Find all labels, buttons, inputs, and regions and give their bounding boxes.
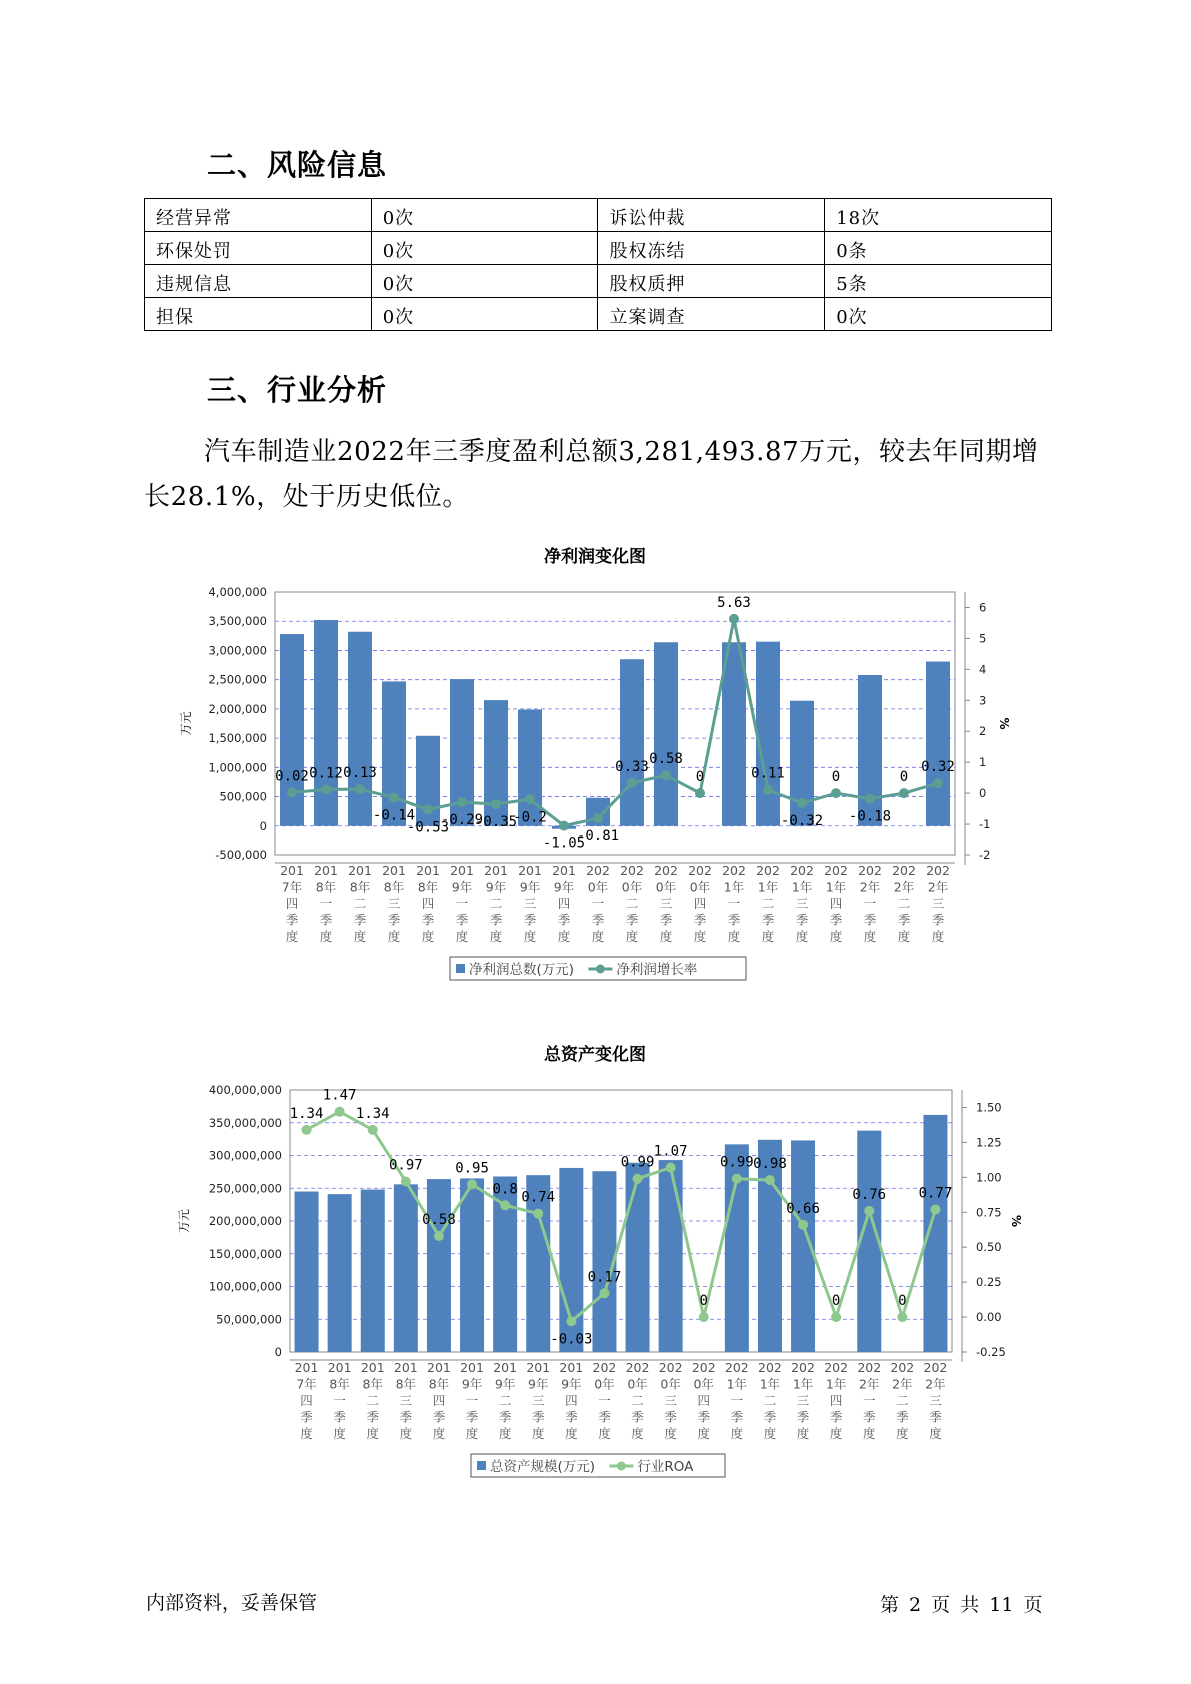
line-point bbox=[302, 1125, 312, 1135]
bar bbox=[654, 642, 678, 826]
table-row bbox=[145, 265, 1052, 298]
right-tick-label: 1.25 bbox=[976, 1135, 1002, 1150]
x-tick-label: 201 9年二季度 bbox=[484, 863, 508, 944]
left-tick-label: 4,000,000 bbox=[208, 585, 267, 599]
data-label: 0 bbox=[899, 769, 909, 786]
x-tick-label: 202 0年四季度 bbox=[688, 863, 712, 944]
line-point bbox=[559, 821, 569, 831]
data-label: -0.14 bbox=[372, 807, 416, 824]
legend-line-marker bbox=[596, 965, 605, 974]
legend-line-marker bbox=[617, 1462, 626, 1471]
line-point bbox=[500, 1200, 510, 1210]
y-axis-left-label: 万元 bbox=[177, 1208, 191, 1234]
chart-title: 总资产变化图 bbox=[544, 1045, 646, 1065]
x-tick-label: 201 9年四季度 bbox=[552, 863, 576, 944]
data-label: -0.03 bbox=[550, 1331, 593, 1348]
left-tick-label: 1,000,000 bbox=[208, 760, 267, 775]
bar bbox=[460, 1178, 484, 1352]
line-point bbox=[423, 805, 433, 815]
table-cell: 股权冻结 bbox=[598, 232, 825, 265]
right-tick-label: 0.00 bbox=[976, 1310, 1002, 1325]
x-tick-label: 201 8年四季度 bbox=[427, 1360, 451, 1441]
line-point bbox=[763, 785, 773, 795]
right-tick-label: 5 bbox=[979, 631, 987, 646]
legend-bar-swatch bbox=[477, 1461, 486, 1470]
bar bbox=[348, 632, 372, 826]
x-tick-label: 202 2年一季度 bbox=[858, 863, 882, 944]
table-cell: 18次 bbox=[825, 199, 1052, 232]
data-label: -0.53 bbox=[406, 819, 450, 836]
line-point bbox=[566, 1316, 576, 1326]
table-cell: 0次 bbox=[371, 199, 598, 232]
x-tick-label: 201 9年一季度 bbox=[450, 863, 474, 944]
chart-title: 净利润变化图 bbox=[544, 547, 646, 567]
table-cell: 股权质押 bbox=[598, 265, 825, 298]
y-axis-left-label: 万元 bbox=[179, 711, 193, 736]
table-cell: 5条 bbox=[825, 265, 1052, 298]
data-label: 1.47 bbox=[322, 1087, 357, 1104]
x-tick-label: 202 2年二季度 bbox=[892, 863, 916, 944]
left-tick-label: 200,000,000 bbox=[208, 1214, 282, 1228]
x-tick-label: 201 9年三季度 bbox=[526, 1360, 551, 1441]
data-label: 0.8 bbox=[492, 1181, 518, 1198]
data-label: 0.66 bbox=[786, 1200, 820, 1217]
line-point bbox=[797, 798, 807, 808]
table-cell: 诉讼仲裁 bbox=[598, 199, 825, 232]
line-point bbox=[933, 778, 943, 788]
right-tick-label: 2 bbox=[979, 724, 987, 739]
x-tick-label: 201 9年二季度 bbox=[493, 1360, 518, 1441]
data-label: -0.81 bbox=[576, 828, 620, 845]
x-tick-label: 202 0年一季度 bbox=[592, 1360, 617, 1441]
data-label: 1.34 bbox=[355, 1105, 390, 1122]
table-cell: 违规信息 bbox=[145, 265, 372, 298]
data-label: -0.35 bbox=[474, 813, 518, 830]
line-point bbox=[287, 787, 297, 797]
right-tick-label: 4 bbox=[979, 662, 987, 677]
data-label: 0.98 bbox=[753, 1156, 787, 1173]
left-tick-label: 0 bbox=[274, 1345, 282, 1359]
x-tick-label: 202 1年四季度 bbox=[824, 1360, 849, 1441]
line-point bbox=[434, 1231, 444, 1241]
x-tick-label: 202 0年二季度 bbox=[620, 863, 644, 944]
line-point bbox=[765, 1175, 775, 1185]
x-tick-label: 202 1年四季度 bbox=[824, 863, 848, 944]
line-point bbox=[930, 1204, 940, 1214]
x-tick-label: 201 8年四季度 bbox=[416, 863, 440, 944]
x-tick-label: 202 0年三季度 bbox=[658, 1360, 683, 1441]
x-tick-label: 202 1年二季度 bbox=[758, 1360, 782, 1441]
line-point bbox=[864, 1206, 874, 1216]
x-tick-label: 202 2年一季度 bbox=[857, 1360, 882, 1441]
right-tick-label: 0.75 bbox=[976, 1205, 1002, 1220]
line-point bbox=[525, 794, 535, 804]
table-cell: 0次 bbox=[371, 298, 598, 331]
x-tick-label: 202 0年一季度 bbox=[586, 863, 610, 944]
line-point bbox=[695, 788, 705, 798]
data-label: -1.05 bbox=[542, 835, 586, 852]
data-label: 0.74 bbox=[521, 1189, 556, 1206]
data-label: 0.58 bbox=[422, 1212, 456, 1229]
x-tick-label: 202 1年一季度 bbox=[722, 863, 746, 944]
left-tick-label: 2,000,000 bbox=[208, 701, 267, 716]
right-tick-label: 0.25 bbox=[976, 1275, 1002, 1290]
line-point bbox=[627, 778, 637, 788]
line-point bbox=[335, 1107, 345, 1117]
data-label: 0 bbox=[831, 1293, 841, 1310]
bar bbox=[926, 662, 950, 826]
line-point bbox=[599, 1288, 609, 1298]
left-tick-label: 1,500,000 bbox=[208, 731, 267, 746]
line-point bbox=[457, 797, 467, 807]
line-point bbox=[666, 1163, 676, 1173]
table-cell: 0次 bbox=[371, 265, 598, 298]
x-tick-label: 202 1年三季度 bbox=[790, 863, 814, 944]
table-row bbox=[145, 199, 1052, 232]
data-label: 0.32 bbox=[921, 759, 955, 776]
bar bbox=[328, 1194, 352, 1352]
left-tick-label: 3,000,000 bbox=[208, 643, 267, 658]
left-tick-label: 2,500,000 bbox=[208, 672, 267, 687]
bar bbox=[314, 620, 338, 826]
data-label: -0.2 bbox=[513, 809, 547, 826]
risk-info-table bbox=[144, 198, 1052, 331]
left-tick-label: 300,000,000 bbox=[208, 1148, 282, 1163]
data-label: 0.99 bbox=[719, 1154, 754, 1171]
right-tick-label: 3 bbox=[979, 693, 987, 708]
x-tick-label: 201 9年四季度 bbox=[559, 1360, 584, 1441]
line-point bbox=[533, 1209, 543, 1219]
bar bbox=[756, 642, 780, 826]
x-tick-label: 201 8年二季度 bbox=[348, 863, 372, 944]
data-label: 0.97 bbox=[388, 1157, 423, 1174]
bar bbox=[620, 659, 644, 826]
section-title-industry: 三、行业分析 bbox=[207, 373, 388, 407]
right-tick-label: 1.50 bbox=[976, 1100, 1002, 1115]
left-tick-label: 500,000 bbox=[219, 789, 267, 804]
right-tick-label: -2 bbox=[979, 848, 991, 862]
table-cell: 担保 bbox=[145, 298, 372, 331]
y-axis-right-label: % bbox=[1009, 1214, 1023, 1228]
x-tick-label: 201 8年三季度 bbox=[393, 1360, 418, 1441]
data-label: 0.17 bbox=[587, 1269, 622, 1286]
data-label: 0 bbox=[898, 1293, 907, 1310]
data-label: 0.33 bbox=[615, 758, 649, 775]
data-label: 0.12 bbox=[309, 765, 343, 782]
x-tick-label: 201 7年四季度 bbox=[280, 863, 304, 944]
x-tick-label: 201 8年一季度 bbox=[314, 863, 338, 944]
right-tick-label: 0.50 bbox=[976, 1240, 1002, 1255]
data-label: 0 bbox=[695, 769, 705, 786]
left-tick-label: 400,000,000 bbox=[208, 1083, 282, 1097]
line-point bbox=[355, 784, 365, 794]
bar bbox=[626, 1163, 650, 1352]
line-point bbox=[467, 1179, 477, 1189]
line-point bbox=[661, 770, 671, 780]
net-profit-chart bbox=[0, 540, 1191, 1000]
legend-line-label: 净利润增长率 bbox=[616, 962, 698, 978]
x-tick-label: 202 1年三季度 bbox=[791, 1360, 815, 1441]
line-point bbox=[732, 1174, 742, 1184]
right-tick-label: 1.00 bbox=[976, 1170, 1002, 1185]
total-assets-chart-svg bbox=[0, 1040, 1191, 1500]
table-row bbox=[145, 232, 1052, 265]
x-tick-label: 201 9年三季度 bbox=[518, 863, 542, 944]
left-tick-label: 350,000,000 bbox=[208, 1115, 282, 1130]
x-tick-label: 201 8年一季度 bbox=[327, 1360, 352, 1441]
bar bbox=[659, 1160, 683, 1352]
legend-bar-label: 总资产规模(万元) bbox=[490, 1459, 596, 1475]
data-label: 0 bbox=[699, 1293, 708, 1310]
x-tick-label: 201 7年四季度 bbox=[294, 1360, 319, 1441]
net-profit-chart-svg bbox=[0, 540, 1191, 1000]
bar bbox=[394, 1184, 418, 1352]
line-point bbox=[321, 784, 331, 794]
legend-bar-label: 净利润总数(万元) bbox=[469, 962, 575, 978]
line-point bbox=[899, 788, 909, 798]
footer-page-number: 第 2 页 共 11 页 bbox=[880, 1594, 1043, 1616]
left-tick-label: 0 bbox=[259, 818, 267, 833]
left-tick-label: 3,500,000 bbox=[208, 614, 267, 629]
data-label: 1.34 bbox=[289, 1105, 324, 1122]
data-label: 0.02 bbox=[275, 768, 309, 785]
left-tick-label: -500,000 bbox=[215, 848, 267, 862]
data-label: 0.11 bbox=[751, 765, 785, 782]
bar bbox=[427, 1179, 451, 1352]
data-label: 0.77 bbox=[918, 1185, 953, 1202]
data-label: 5.63 bbox=[717, 594, 751, 611]
right-tick-label: -1 bbox=[979, 817, 991, 832]
line-point bbox=[865, 794, 875, 804]
x-tick-label: 202 1年二季度 bbox=[756, 863, 780, 944]
x-tick-label: 202 1年一季度 bbox=[724, 1360, 749, 1441]
data-label: 0.99 bbox=[620, 1154, 655, 1171]
data-label: -0.18 bbox=[848, 808, 892, 825]
table-cell: 0次 bbox=[825, 298, 1052, 331]
left-tick-label: 50,000,000 bbox=[216, 1312, 282, 1327]
line-point bbox=[729, 614, 739, 624]
data-label: 0 bbox=[831, 769, 841, 786]
bar bbox=[361, 1190, 385, 1352]
table-row bbox=[145, 298, 1052, 331]
line-point bbox=[368, 1125, 378, 1135]
data-label: 0.58 bbox=[649, 751, 683, 768]
x-tick-label: 202 0年四季度 bbox=[691, 1360, 716, 1441]
total-assets-chart bbox=[0, 1040, 1191, 1500]
x-tick-label: 202 2年三季度 bbox=[923, 1360, 948, 1441]
data-label: 0.13 bbox=[343, 765, 377, 782]
line-point bbox=[897, 1312, 907, 1322]
x-tick-label: 202 0年三季度 bbox=[654, 863, 678, 944]
table-cell: 经营异常 bbox=[145, 199, 372, 232]
legend-line-label: 行业ROA bbox=[637, 1459, 694, 1475]
right-tick-label: 1 bbox=[979, 755, 987, 770]
table-cell: 0次 bbox=[371, 232, 598, 265]
table-cell: 0条 bbox=[825, 232, 1052, 265]
line-point bbox=[491, 799, 501, 809]
right-tick-label: 0 bbox=[979, 786, 987, 801]
x-tick-label: 201 8年二季度 bbox=[360, 1360, 385, 1441]
x-tick-label: 202 2年三季度 bbox=[926, 863, 950, 944]
line-point bbox=[831, 788, 841, 798]
x-tick-label: 201 8年三季度 bbox=[382, 863, 406, 944]
section-title-risk: 二、风险信息 bbox=[207, 148, 388, 182]
right-tick-label: 6 bbox=[979, 600, 987, 615]
line-point bbox=[389, 792, 399, 802]
table-cell: 立案调查 bbox=[598, 298, 825, 331]
data-label: 1.07 bbox=[653, 1143, 688, 1160]
line-point bbox=[699, 1312, 709, 1322]
line-point bbox=[401, 1177, 411, 1187]
data-label: -0.32 bbox=[780, 813, 824, 830]
x-tick-label: 202 0年二季度 bbox=[625, 1360, 650, 1441]
left-tick-label: 250,000,000 bbox=[208, 1181, 282, 1196]
bar bbox=[722, 642, 746, 826]
line-point bbox=[798, 1220, 808, 1230]
footer-confidential: 内部资料，妥善保管 bbox=[146, 1592, 318, 1614]
bar bbox=[295, 1192, 319, 1352]
right-tick-label: -0.25 bbox=[976, 1345, 1006, 1359]
table-cell: 环保处罚 bbox=[145, 232, 372, 265]
data-label: 0.95 bbox=[455, 1160, 489, 1177]
x-tick-label: 202 2年二季度 bbox=[890, 1360, 915, 1441]
x-tick-label: 201 9年一季度 bbox=[460, 1360, 484, 1441]
legend-bar-swatch bbox=[456, 964, 465, 973]
line-point bbox=[831, 1312, 841, 1322]
y-axis-right-label: % bbox=[997, 717, 1011, 730]
line-point bbox=[633, 1174, 643, 1184]
line-point bbox=[593, 813, 603, 823]
bar bbox=[382, 681, 406, 825]
data-label: 0.76 bbox=[852, 1186, 887, 1203]
industry-paragraph: 汽车制造业2022年三季度盈利总额3,281,493.87万元，较去年同期增长28.1%，处于历史低位。 bbox=[144, 437, 1039, 512]
left-tick-label: 150,000,000 bbox=[208, 1246, 282, 1261]
data-label: -0.29 bbox=[440, 812, 484, 829]
left-tick-label: 100,000,000 bbox=[208, 1279, 282, 1294]
